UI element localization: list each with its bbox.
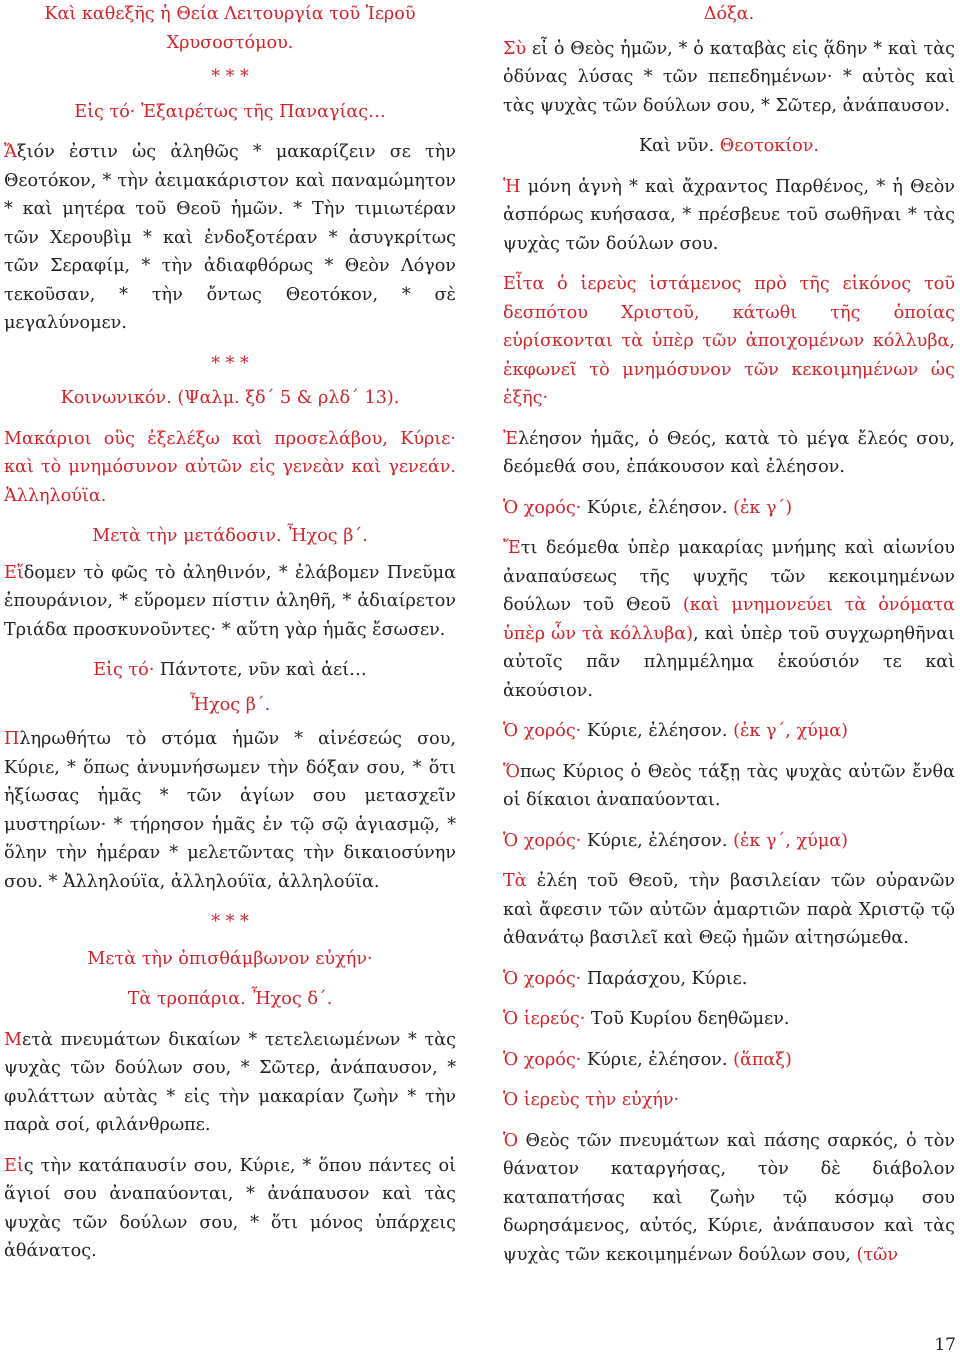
hymn-text: ξιόν ἐστιν ὡς ἀληθῶς * μακαρίζειν σε τὴν Θεοτόκον, * τὴν ἀειμακάριστον καὶ παναμώμητον * καὶ μητέρα τοῦ Θεοῦ ἡμῶν. * Τὴν τιμιωτέραν τῶν Χερουβὶμ * καὶ ἐνδοξοτέραν * ἀσυγκρίτως τῶν Σεραφίμ, * τὴν ἀδιαφθόρως * Θεὸν Λόγον τεκοῦσαν, * τὴν ὄντως Θεοτόκον, * σὲ μεγαλύνομεν. — [4, 142, 456, 333]
drop-initial: Ὁ — [503, 1130, 519, 1151]
rubric-doxa: Δόξα. — [703, 4, 755, 24]
hymn-text: δομεν τὸ φῶς τὸ ἀληθινόν, * ἐλάβομεν Πνεῦμα ἐπουράνιον, * εὕρομεν πίστιν ἀληθῆ, * ἀδιαίρετον Τριάδα προσκυνοῦντες· * αὕτη γὰρ ἡμᾶς ἔσωσεν. — [4, 562, 456, 640]
rubric-text: Πάντοτε, νῦν καὶ ἀεί… — [154, 660, 367, 680]
speaker-label: Ὁ ἱερεύς· — [503, 1009, 586, 1029]
rubric-priest-prayer: Ὁ ἱερεὺς τὴν εὐχήν· — [503, 1090, 680, 1110]
choir-response-3 — [503, 827, 955, 856]
rubric-prefix: Εἰς τό· — [93, 660, 155, 680]
ta-eli-petition — [503, 867, 955, 953]
eleison-petition — [503, 425, 955, 482]
eidomen-hymn — [4, 559, 456, 645]
plirotheto-hymn — [4, 725, 456, 896]
koinonikon-text: Μακάριοι οὓς ἐξελέξω καὶ προσελάβου, Κύριε· καὶ τὸ μνημόσυνον αὐτῶν εἰς γενεὰν καὶ γενεάν. Ἀλληλούϊα. — [4, 428, 456, 506]
prayer-text: Θεὸς τῶν πνευμάτων καὶ πάσης σαρκός, ὁ τὸν θάνατον καταργήσας, τὸν δὲ διάβολον καταπατήσας καὶ ζωὴν τῷ κόσμῳ σου δωρησάμενος, αὐτός, Κύριε, ἀνάπαυσον καὶ τὰς ψυχὰς τῶν κεκοιμημένων δούλων σου, — [503, 1130, 955, 1265]
speaker-label: Ὁ χορός· — [503, 1049, 582, 1070]
rubric-theotokion: Θεοτοκίον. — [714, 136, 820, 156]
rubric-kai-nyn-text: Καὶ νῦν. — [638, 136, 715, 156]
drop-initial: Π — [4, 729, 20, 749]
drop-initial: Τὰ — [503, 871, 527, 891]
drop-initial: Εἴ — [4, 562, 24, 583]
hymn-text: ετὰ πνευμάτων δικαίων * τετελειωμένων * τὰς ψυχὰς τῶν δούλων σου, * Σῶτερ, ἀνάπαυσον, * φυλάττων αὐτὰς * εἰς τὴν μακαρίαν ζωὴν * τὴν παρὰ σοί, φιλάνθρωπε. — [4, 1029, 456, 1135]
response-note: (ἐκ γ΄, χύμα) — [727, 721, 849, 741]
petition-text-end: , καὶ ὑπὲρ τοῦ συγχωρηθῆναι αὐτοῖς πᾶν πλημμέλημα ἑκούσιόν τε καὶ ἀκούσιον. — [503, 623, 955, 701]
response-text: Κύριε, ἐλέησον. — [581, 497, 728, 518]
choir-response-5 — [503, 1046, 955, 1075]
troparion-eis-tin-katapausin — [4, 1152, 456, 1266]
troparion-meta-pnevmaton — [4, 1026, 456, 1140]
hymn-text: ς τὴν κατάπαυσίν σου, Κύριε, * ὅπου πάντες οἱ ἅγιοί σου ἀναπαύονται, * ἀνάπαυσον καὶ τὰς ψυχὰς τῶν δούλων σου, * ὅτι μόνος ὑπάρχεις ἀθάνατος. — [4, 1155, 456, 1261]
petition-rubric: (καὶ μνημονεύει τὰ ὀνόματα ὑπὲρ ὧν τὰ κόλλυβα) — [503, 595, 956, 644]
liturgy-reference: Καὶ καθεξῆς ἡ Θεία Λειτουργία τοῦ Ἱεροῦ Χρυσοστόμου. — [44, 4, 416, 53]
section-separator: * * * — [211, 67, 249, 87]
hymn-text: εἶ ὁ Θεὸς ἡμῶν, * ὁ καταβὰς εἰς ᾅδην * καὶ τὰς ὀδύνας λύσας * τῶν πεπεδημένων· * αὐτὸς καὶ τὰς ψυχὰς τῶν δούλων σου, * Σῶτερ, ἀνάπαυσον. — [503, 38, 955, 116]
opos-petition — [503, 758, 955, 815]
drop-initial: Ἔ — [503, 538, 521, 558]
choir-response-4 — [503, 965, 955, 994]
petition-text: ἐλέη τοῦ Θεοῦ, τὴν βασιλείαν τῶν οὐρανῶν καὶ ἄφεσιν τῶν αὐτῶν ἁμαρτιῶν παρὰ Χριστῷ τῷ ἀθανάτῳ βασιλεῖ καὶ Θεῷ ἡμῶν αἰτησώμεθα. — [503, 871, 955, 948]
response-note: (ἐκ γ΄) — [727, 497, 793, 518]
right-column — [503, 0, 955, 1281]
eti-petition — [503, 534, 955, 705]
section-separator: * * * — [211, 353, 249, 374]
choir-response-2 — [503, 717, 955, 746]
drop-initial: Μ — [4, 1029, 23, 1050]
exclamation-text: Τοῦ Κυρίου δεηθῶμεν. — [585, 1009, 790, 1029]
drop-initial: Ἄ — [4, 142, 17, 162]
hymn-text: ληρωθήτω τὸ στόμα ἡμῶν * αἰνέσεώς σου, Κύριε, * ὅπως ἀνυμνήσωμεν τὴν δόξαν σου, * ὅτι ἠξίωσας ἡμᾶς * τῶν ἁγίων σου μετασχεῖν μυστηρίων· * τήρησον ἡμᾶς ἐν τῷ σῷ ἁγιασμῷ, * ὅλην τὴν ἡμέραν * μελετῶντας τὴν δικαιοσύνην σου. * Ἀλληλούϊα, ἀλληλούϊα, ἀλληλούϊα. — [4, 729, 456, 892]
prayer-rubric: (τῶν — [850, 1244, 899, 1265]
response-text: Κύριε, ἐλέησον. — [581, 1049, 728, 1070]
drop-initial: Εἰ — [4, 1155, 24, 1176]
choir-response-1 — [503, 494, 955, 523]
response-note: (ἐκ γ΄, χύμα) — [727, 830, 849, 851]
rubric-eis-to: Εἰς τό· Ἐξαιρέτως τῆς Παναγίας… — [74, 101, 386, 122]
response-note: (ἅπαξ) — [727, 1049, 792, 1070]
petition-text: πως Κύριος ὁ Θεὸς τάξῃ τὰς ψυχὰς αὐτῶν ἔνθα οἱ δίκαιοι ἀναπαύονται. — [503, 761, 955, 810]
rubric-echos: Ἦχος β΄. — [189, 694, 271, 715]
rubric-eis-to-pantote — [4, 656, 456, 685]
left-column — [4, 0, 456, 1278]
page-number: 17 — [934, 1335, 956, 1355]
axion-estin-hymn — [4, 138, 456, 338]
troparion-sy-ei — [503, 35, 955, 121]
section-separator: * * * — [211, 912, 249, 932]
rubric-kai-nyn — [503, 132, 955, 161]
speaker-label: Ὁ χορός· — [503, 497, 582, 518]
priest-exclamation — [503, 1005, 955, 1034]
hymn-text: μόνη ἁγνὴ * καὶ ἄχραντος Παρθένος, * ἡ Θεὸν ἀσπόρως κυήσασα, * πρέσβευε τοῦ σωθῆναι * τὰς ψυχὰς τῶν δούλων σου. — [503, 176, 955, 254]
rubric-after-communion: Μετὰ τὴν μετάδοσιν. Ἦχος β΄. — [92, 526, 368, 546]
drop-initial: Ἐ — [503, 428, 519, 449]
rubric-opisthamvonos: Μετὰ τὴν ὀπισθάμβωνον εὐχήν· — [87, 948, 373, 969]
theotokion-hymn — [503, 173, 955, 259]
rubric-troparia: Τὰ τροπάρια. Ἦχος δ΄. — [127, 989, 333, 1009]
speaker-label: Ὁ χορός· — [503, 721, 582, 741]
speaker-label: Ὁ χορός· — [503, 830, 582, 851]
response-text: Κύριε, ἐλέησον. — [581, 721, 728, 741]
rubric-koliva: Εἶτα ὁ ἱερεὺς ἱστάμενος πρὸ τῆς εἰκόνος τοῦ δεσπότου Χριστοῦ, κάτωθι τῆς ὁποίας εὑρίσκονται τὰ ὑπὲρ τῶν ἀποιχομένων κόλλυβα, ἐκφωνεῖ τὸ μνημόσυνον τῶν κεκοιμημένων ὡς ἑξῆς· — [503, 274, 955, 408]
drop-initial: Σὺ — [503, 38, 527, 59]
petition-text: λέησον ἡμᾶς, ὁ Θεός, κατὰ τὸ μέγα ἔλεός σου, δεόμεθά σου, ἐπάκουσον καὶ ἐλέησον. — [503, 428, 955, 477]
response-text: Παράσχου, Κύριε. — [581, 968, 748, 989]
drop-initial: Ὅ — [503, 761, 520, 782]
drop-initial: Ἡ — [503, 176, 521, 197]
prayer-o-theos — [503, 1127, 955, 1270]
speaker-label: Ὁ χορός· — [503, 968, 582, 989]
petition-text: τι δεόμεθα ὑπὲρ μακαρίας μνήμης καὶ αἰωνίου ἀναπαύσεως τῆς ψυχῆς τῶν κεκοιμημένων δούλων τοῦ Θεοῦ — [503, 538, 955, 615]
response-text: Κύριε, ἐλέησον. — [581, 830, 728, 851]
rubric-koinonikon: Κοινωνικόν. (Ψαλμ. ξδ΄ 5 & ρλδ΄ 13). — [60, 388, 400, 408]
